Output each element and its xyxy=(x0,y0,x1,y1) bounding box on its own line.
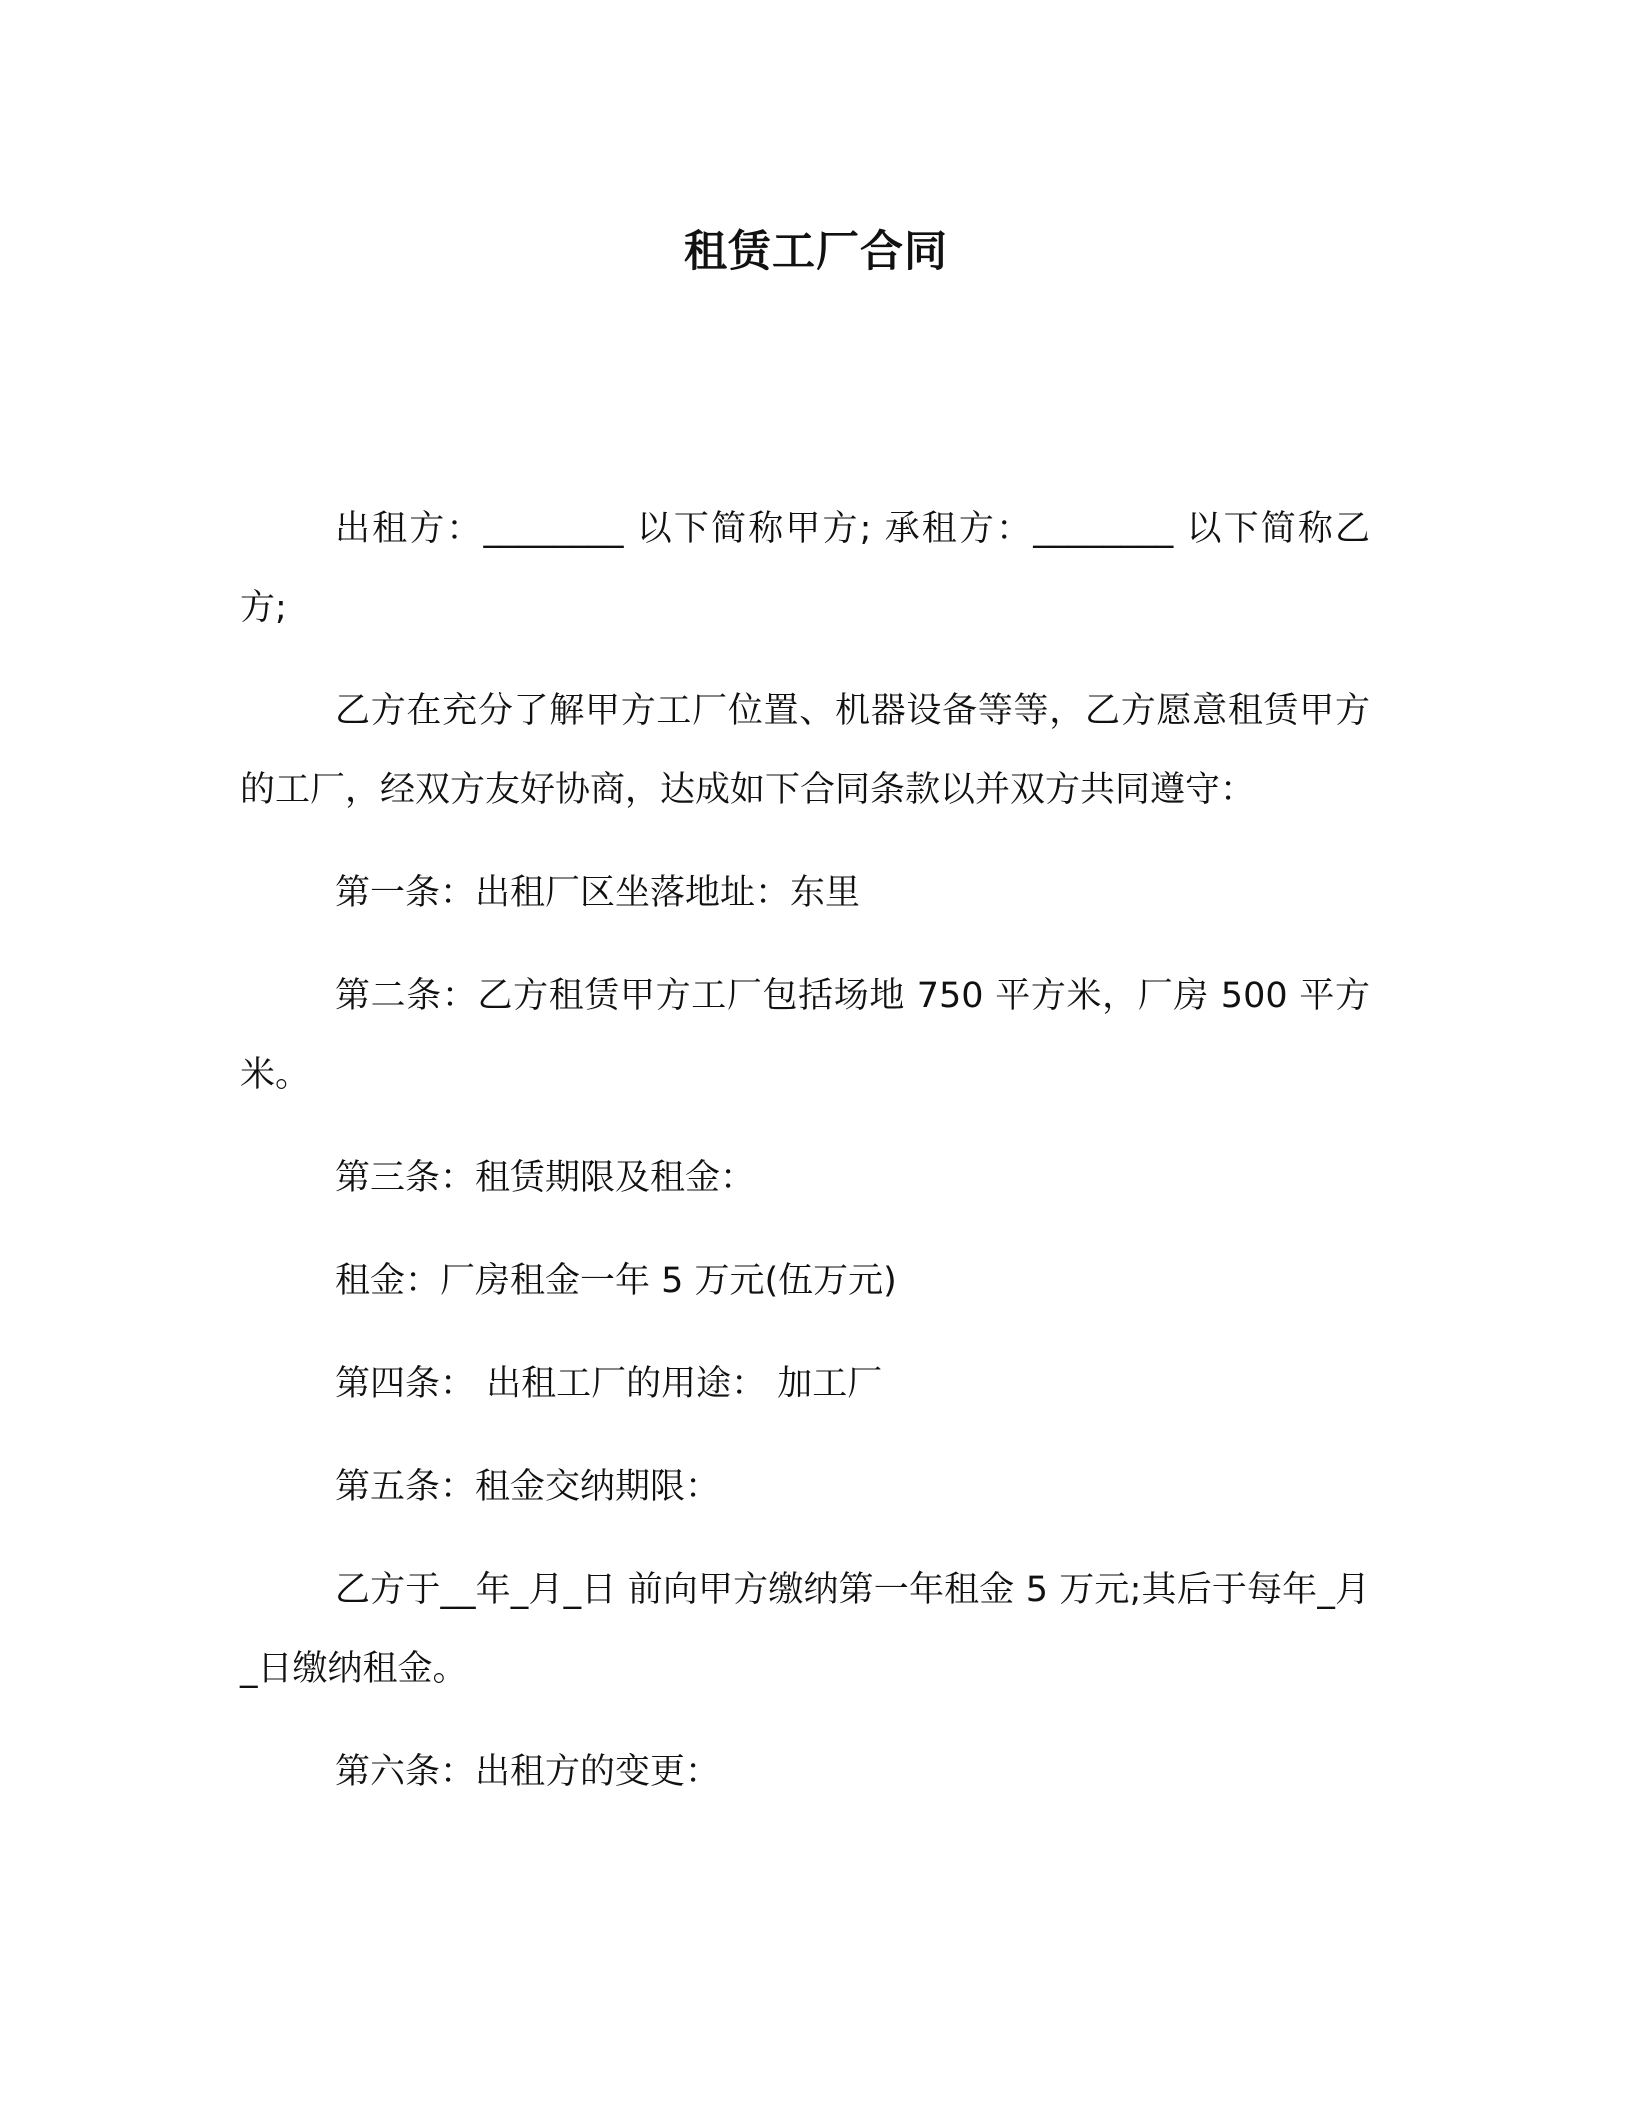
document-title: 租赁工厂合同 xyxy=(684,227,948,277)
paragraph-payment: 乙方于__年_月_日 前向甲方缴纳第一年租金 5 万元;其后于每年_月_日缴纳租金。 xyxy=(240,1570,1370,1689)
paragraph-article-1: 第一条：出租厂区坐落地址：东里 xyxy=(335,873,861,913)
paragraph-rent: 租金：厂房租金一年 5 万元(伍万元) xyxy=(335,1261,897,1301)
paragraph-parties: 出租方：________ 以下简称甲方; 承租方：________ 以下简称乙方; xyxy=(240,509,1370,628)
paragraph-article-5: 第五条：租金交纳期限： xyxy=(335,1467,721,1507)
paragraph-article-2: 第二条：乙方租赁甲方工厂包括场地 750 平方米，厂房 500 平方米。 xyxy=(240,976,1370,1095)
paragraph-article-3: 第三条：租赁期限及租金： xyxy=(335,1158,756,1198)
paragraph-intro: 乙方在充分了解甲方工厂位置、机器设备等等，乙方愿意租赁甲方的工厂，经双方友好协商，达成如下合同条款以并双方共同遵守： xyxy=(240,691,1370,810)
paragraph-article-4: 第四条： 出租工厂的用途： 加工厂 xyxy=(335,1364,883,1404)
paragraph-article-6: 第六条：出租方的变更： xyxy=(335,1752,721,1792)
document-body xyxy=(240,490,1370,1836)
